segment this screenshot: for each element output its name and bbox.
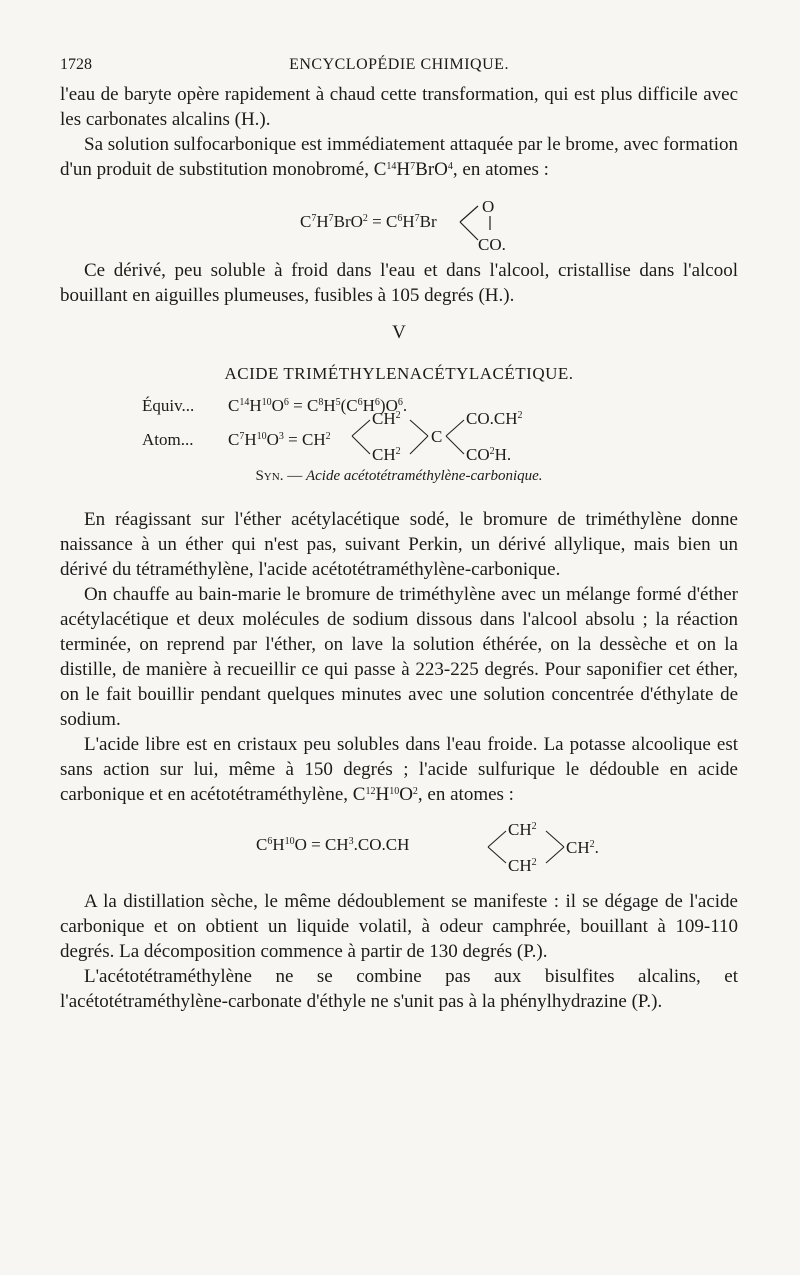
section-number: V xyxy=(392,322,406,343)
page-header xyxy=(60,56,738,82)
cyclobutane-structure xyxy=(348,404,618,462)
page xyxy=(60,56,738,1014)
paragraph-1: l'eau de baryte opère rapidement à chaud cette transformation, qui est plus difficile avec les carbonates alcalins (H.). xyxy=(60,84,738,130)
svg-text:CH2.: $CH^2$. xyxy=(566,838,599,857)
formula-acetotetramethylene: $C^6H^{10}O = CH^3.CO.CH$ $CH^2$ $CH^2$ $CH^2$. xyxy=(60,817,738,875)
paragraph-2: Sa solution sulfocarbonique est immédiatement attaquée par le brome, avec formation d'un produit de substitution monobromé, $C^{14}H^7BrO^4$, en atomes : xyxy=(60,134,738,180)
svg-text:CH2: $CH^2$ xyxy=(508,856,537,875)
svg-text:CO2H.: $CO^2H$. xyxy=(466,445,512,462)
svg-text:O: O xyxy=(482,197,495,216)
formula-monobrome: $C^7H^7BrO^2 = C^6H^7Br$ O CO. xyxy=(60,188,738,258)
paragraph-5: On chauffe au bain-marie le bromure de triméthylène avec un mélange formé d'éther acétylacétique et deux molécules de sodium dissous dans l'alcool absolu ; la réaction terminée, on reprend par l'éther, on lave la solution éthérée, on la dessèche et on la distille, de manière à recueillir ce qui passe à 223-225 degrés. Pour saponifier cet éther, on le fait bouillir pendant quelques minutes avec une solution concentrée d'éthylate de sodium. xyxy=(60,584,738,730)
section-title: ACIDE TRIMÉTHYLENACÉTYLACÉTIQUE. xyxy=(224,364,574,383)
svg-text:CO.: CO. xyxy=(478,235,506,252)
formula-block-equiv-atom: Équiv... $C^{14}H^{10}O^6 = C^8H^5(C^6H^6)O^6$. Atom... $C^7H^{10}O^3 = CH^2$ $CH^2$ $CH^2$ C $CO.CH^2$ $CO^2H$. xyxy=(60,394,738,458)
paragraph-8: L'acétotétraméthylène ne se combine pas aux bisulfites alcalins, et l'acétotétraméthylène-carbonate d'éthyle ne s'unit pas à la phénylhydrazine (P.). xyxy=(60,966,738,1012)
paragraph-3: Ce dérivé, peu soluble à froid dans l'eau et dans l'alcool, cristallise dans l'alcool bouillant en aiguilles plumeuses, fusibles à 105 degrés (H.). xyxy=(60,260,738,306)
running-title: ENCYCLOPÉDIE CHIMIQUE. xyxy=(289,56,509,73)
page-number: 1728 xyxy=(60,56,92,73)
svg-text:CH2: $CH^2$ xyxy=(372,445,401,462)
paragraph-6: L'acide libre est en cristaux peu solubles dans l'eau froide. La potasse alcoolique est sans action sur lui, même à 150 degrés ; l'acide sulfurique le dédouble en acide carbonique et en acétotétraméthylène, $C^{12}H^{10}O^2$, en atomes : xyxy=(60,734,738,805)
svg-text:C: C xyxy=(431,427,443,446)
svg-text:CH2: $CH^2$ xyxy=(508,820,537,839)
ring-structure xyxy=(484,817,604,875)
svg-text:CO.CH2: $CO.CH^2$ xyxy=(466,409,523,428)
synonym-line: Syn. — Acide acétotétraméthylène-carbonique. xyxy=(255,468,543,484)
paragraph-4: En réagissant sur l'éther acétylacétique sodé, le bromure de triméthylène donne naissance à un éther qui n'est pas, suivant Perkin, un dérivé allylique, mais bien un dérivé du tétraméthylène, l'acide acétotétraméthylène-carbonique. xyxy=(60,509,738,580)
paragraph-7: A la distillation sèche, le même dédoublement se manifeste : il se dégage de l'acide carbonique et on obtient un liquide volatil, à odeur camphrée, bouillant à 109-110 degrés. La décomposition commence à partir de 130 degrés (P.). xyxy=(60,891,738,962)
bracket-structure xyxy=(456,196,546,252)
svg-text:CH2: $CH^2$ xyxy=(372,409,401,428)
